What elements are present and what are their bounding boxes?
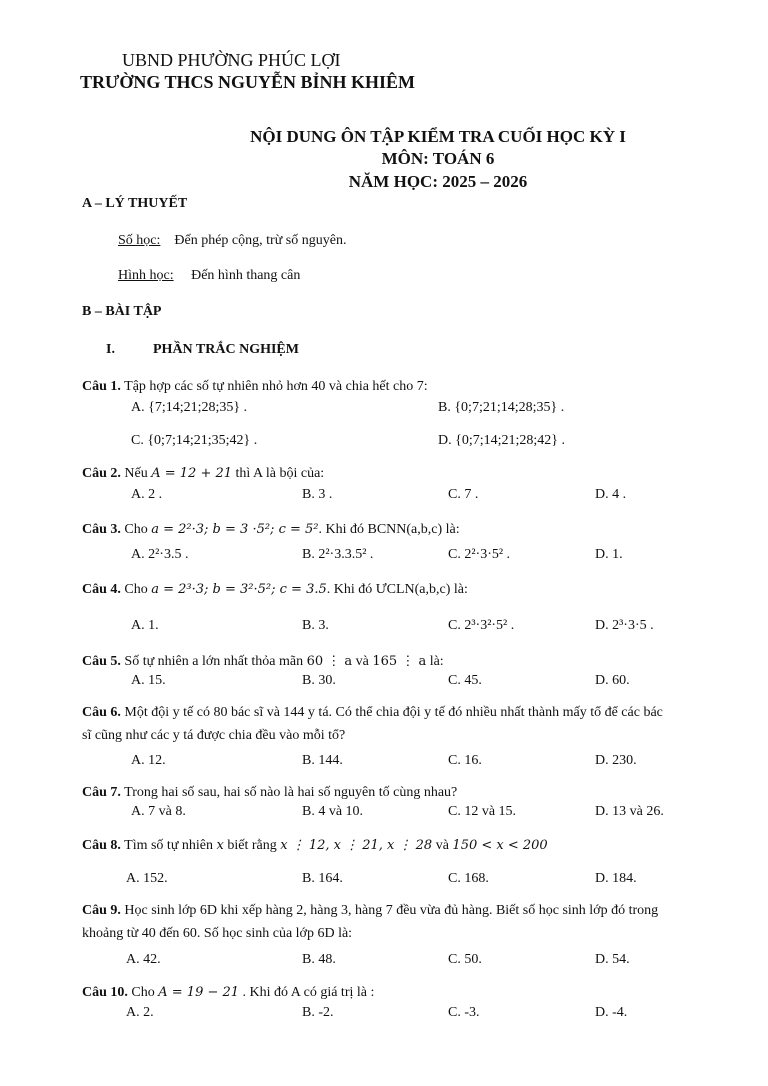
question-label: Câu 7. xyxy=(82,785,121,800)
option-c: C. 2²·3·5² . xyxy=(448,547,511,562)
doc-title: NỘI DUNG ÔN TẬP KIỂM TRA CUỐI HỌC KỲ I xyxy=(250,127,626,146)
question-label: Câu 3. xyxy=(82,522,121,537)
question-5 xyxy=(82,654,444,670)
school-year-title: NĂM HỌC: 2025 – 2026 xyxy=(348,172,528,191)
question-6-line2: sĩ cũng như các y tá được chia đều vào mỗi tổ? xyxy=(82,728,346,743)
subject-title: MÔN: TOÁN 6 xyxy=(381,149,495,168)
option-a: A. 2. xyxy=(126,1005,154,1020)
question-text: Cho xyxy=(131,985,159,1000)
option-c: C. 45. xyxy=(448,673,482,688)
option-c: C. 16. xyxy=(448,753,482,768)
question-text: Nếu xyxy=(124,466,152,481)
theory-item-arithmetic xyxy=(118,233,346,249)
option-b: B. -2. xyxy=(302,1005,334,1020)
question-10 xyxy=(82,985,374,1001)
theory-text: Đến hình thang cân xyxy=(191,268,301,283)
question-label: Câu 4. xyxy=(82,582,121,597)
option-d: D. 1. xyxy=(595,547,623,562)
question-8 xyxy=(82,838,548,854)
section-a-heading: A – LÝ THUYẾT xyxy=(82,196,188,211)
section-b-heading: B – BÀI TẬP xyxy=(82,304,162,319)
question-label: Câu 10. xyxy=(82,985,128,1000)
option-d: D. 60. xyxy=(595,673,630,688)
question-text: Một đội y tế có 80 bác sĩ và 144 y tá. Có thể chia đội y tế đó nhiều nhất thành mấy tổ để các bác xyxy=(124,705,663,720)
option-d: D. 230. xyxy=(595,753,637,768)
question-text: Cho xyxy=(124,582,152,597)
school-name: TRƯỜNG THCS NGUYỄN BỈNH KHIÊM xyxy=(80,72,416,92)
option-a: A. {7;14;21;28;35} . xyxy=(131,400,248,415)
option-b: B. 2²·3.3.5² . xyxy=(302,547,374,562)
option-d: D. 13 và 26. xyxy=(595,804,664,819)
option-b: B. {0;7;21;14;28;35} . xyxy=(438,400,565,415)
option-a: A. 152. xyxy=(126,871,168,886)
question-text: Cho xyxy=(124,522,152,537)
option-a: A. 2²·3.5 . xyxy=(131,547,189,562)
question-label: Câu 2. xyxy=(82,466,121,481)
authority-name: UBND PHƯỜNG PHÚC LỢI xyxy=(122,50,341,70)
option-b: B. 3 . xyxy=(302,487,333,502)
question-3 xyxy=(82,522,460,538)
question-9 xyxy=(82,903,658,919)
question-text: Tập hợp các số tự nhiên nhỏ hơn 40 và chia hết cho 7: xyxy=(124,379,428,394)
question-4 xyxy=(82,582,468,598)
question-text: Trong hai số sau, hai số nào là hai số nguyên tố cùng nhau? xyxy=(124,785,458,800)
question-9-line2: khoảng từ 40 đến 60. Số học sinh của lớp 6D là: xyxy=(82,926,353,941)
question-label: Câu 1. xyxy=(82,379,121,394)
option-a: A. 42. xyxy=(126,952,161,967)
math-expression: 150 < x < 200 xyxy=(452,838,548,853)
question-text: Tìm số tự nhiên xyxy=(124,838,217,853)
question-7 xyxy=(82,785,457,801)
option-b: B. 48. xyxy=(302,952,336,967)
theory-item-geometry xyxy=(118,268,300,284)
math-expression: 60 ⋮ a xyxy=(306,654,353,669)
question-label: Câu 8. xyxy=(82,838,121,853)
part-title: PHẦN TRẮC NGHIỆM xyxy=(153,342,299,357)
question-label: Câu 6. xyxy=(82,705,121,720)
theory-label: Hình học: xyxy=(118,268,174,283)
question-text: . Khi đó BCNN(a,b,c) là: xyxy=(318,522,460,537)
option-d: D. 4 . xyxy=(595,487,627,502)
option-d: D. {0;7;14;21;28;42} . xyxy=(438,433,565,448)
math-expression: x xyxy=(216,838,224,853)
option-b: B. 164. xyxy=(302,871,343,886)
question-text: và xyxy=(432,838,453,853)
option-c: C. 168. xyxy=(448,871,489,886)
math-expression: A = 12 + 21 xyxy=(151,466,233,481)
option-a: A. 1. xyxy=(131,618,159,633)
option-a: A. 12. xyxy=(131,753,166,768)
option-b: B. 4 và 10. xyxy=(302,804,364,819)
option-a: A. 7 và 8. xyxy=(131,804,186,819)
question-label: Câu 9. xyxy=(82,903,121,918)
math-expression: a = 2²·3; b = 3 ·5²; c = 5² xyxy=(151,522,319,537)
theory-text: Đến phép cộng, trừ số nguyên. xyxy=(174,233,347,248)
option-c: C. 12 và 15. xyxy=(448,804,517,819)
question-1 xyxy=(82,379,428,395)
question-6 xyxy=(82,705,663,721)
math-expression: x ⋮ 12, x ⋮ 21, x ⋮ 28 xyxy=(280,838,433,853)
question-text: Số tự nhiên a lớn nhất thỏa mãn xyxy=(124,654,307,669)
question-text: và xyxy=(352,654,373,669)
option-a: A. 15. xyxy=(131,673,166,688)
theory-label: Số học: xyxy=(118,233,161,248)
question-text: . Khi đó ƯCLN(a,b,c) là: xyxy=(326,582,468,597)
option-c: C. -3. xyxy=(448,1005,480,1020)
option-c: C. 2³·3²·5² . xyxy=(448,618,515,633)
question-text: thì A là bội của: xyxy=(232,466,325,481)
question-text: biết rằng xyxy=(223,838,281,853)
question-text: . Khi đó A có giá trị là : xyxy=(239,985,375,1000)
option-c: C. 50. xyxy=(448,952,482,967)
question-2 xyxy=(82,466,324,482)
option-d: D. 54. xyxy=(595,952,630,967)
option-d: D. -4. xyxy=(595,1005,628,1020)
option-d: D. 184. xyxy=(595,871,637,886)
math-expression: A = 19 − 21 xyxy=(158,985,240,1000)
math-expression: a = 2³·3; b = 3²·5²; c = 3.5 xyxy=(151,582,327,597)
option-c: C. 7 . xyxy=(448,487,479,502)
option-a: A. 2 . xyxy=(131,487,163,502)
question-text: Học sinh lớp 6D khi xếp hàng 2, hàng 3, hàng 7 đều vừa đủ hàng. Biết số học sinh lớp đó trong xyxy=(124,903,659,918)
question-label: Câu 5. xyxy=(82,654,121,669)
option-b: B. 144. xyxy=(302,753,343,768)
math-expression: 165 ⋮ a xyxy=(372,654,427,669)
option-b: B. 3. xyxy=(302,618,329,633)
option-b: B. 30. xyxy=(302,673,336,688)
question-text: là: xyxy=(426,654,444,669)
option-c: C. {0;7;14;21;35;42} . xyxy=(131,433,258,448)
option-d: D. 2³·3·5 . xyxy=(595,618,654,633)
part-number: I. xyxy=(106,342,115,357)
